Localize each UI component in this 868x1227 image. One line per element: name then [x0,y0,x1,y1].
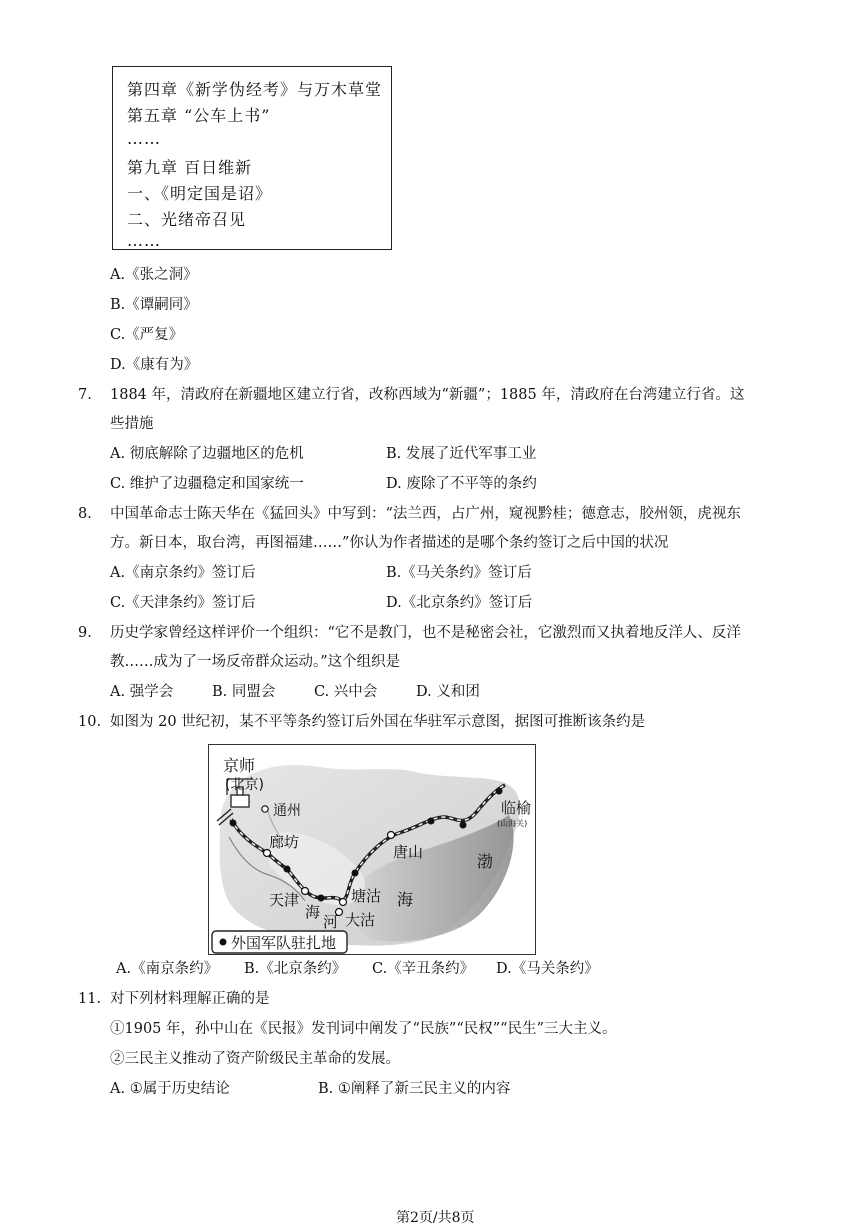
q7-option-b: B. 发展了近代军事工业 [386,446,537,462]
label-shanhaiguan: (山海关) [497,819,528,828]
q6-option-b: B.《谭嗣同》 [110,297,198,313]
station-marker [302,888,309,895]
label-bo: 渤 [477,852,494,871]
q8-stem-line1: 中国革命志士陈天华在《猛回头》中写到：“法兰西，占广州，窥视黔桂；德意志，胶州领，虎视东 [110,506,741,522]
label-linyu: 临榆 [501,799,532,817]
legend-label: 外国军队驻扎地 [231,934,337,952]
q11-material-1: ①1905 年，孙中山在《民报》发刊词中阐发了“民族”“民权”“民生”三大主义。 [110,1021,617,1037]
page-footer: 第2页/共8页 [396,1210,475,1226]
chapter-box [112,66,392,250]
legend-marker [220,939,227,946]
q6-option-d: D.《康有为》 [110,357,199,373]
q7-stem-line1: 1884 年，清政府在新疆地区建立行省，改称西域为“新疆”；1885 年，清政府在台湾建立行省。这 [110,387,745,403]
label-beijing: (北京) [225,777,264,793]
q9-option-d: D. 义和团 [416,684,480,700]
q6-option-c: C.《严复》 [110,327,184,343]
q10-option-a: A.《南京条约》 [116,961,219,977]
label-haihe-hai: 海 [305,903,321,921]
q9-option-c: C. 兴中会 [314,684,378,700]
q8-option-a: A.《南京条约》签订后 [110,565,256,581]
q10-number: 10. [78,714,102,730]
q10-stem: 如图为 20 世纪初，某不平等条约签订后外国在华驻军示意图，据图可推断该条约是 [110,714,646,730]
label-tangshan: 唐山 [393,843,424,861]
troop-map [208,744,536,955]
label-sea: 海 [397,890,414,909]
box-line-2: 第五章 “公车上书” [127,106,271,125]
box-line-3: …… [127,129,161,148]
q11-stem: 对下列材料理解正确的是 [110,991,270,1007]
q7-option-a: A. 彻底解除了边疆地区的危机 [110,446,304,462]
station-marker [388,832,395,839]
troop-marker [352,870,359,877]
box-line-5: 一、《明定国是诏》 [127,184,273,203]
troop-map-svg [209,745,536,955]
label-dagu: 大沽 [345,911,376,929]
q8-stem-line2: 方。新日本，取台湾，再图福建……”你认为作者描述的是哪个条约签订之后中国的状况 [110,535,669,551]
q10-option-d: D.《马关条约》 [496,961,599,977]
label-tongzhou: 通州 [273,803,301,819]
q9-option-a: A. 强学会 [110,684,174,700]
box-line-1: 第四章《新学伪经考》与万木草堂 [127,80,383,99]
q10-option-b: B.《北京条约》 [244,961,347,977]
q7-option-d: D. 废除了不平等的条约 [386,476,537,492]
box-line-7: …… [127,231,161,250]
troop-marker [230,820,237,827]
q10-option-c: C.《辛丑条约》 [372,961,475,977]
troop-marker [428,818,435,825]
troop-marker [496,788,503,795]
box-line-6: 二、光绪帝召见 [127,210,247,229]
q9-stem-line1: 历史学家曾经这样评价一个组织：“它不是教门，也不是秘密会社，它激烈而又执着地反洋人、反洋 [110,625,741,641]
q9-number: 9. [78,625,92,641]
q8-number: 8. [78,506,92,522]
troop-marker [318,895,325,902]
q8-option-b: B.《马关条约》签订后 [386,565,532,581]
label-langfang: 廊坊 [269,833,300,851]
label-jingshi: 京师 [223,756,256,775]
troop-marker [284,866,291,873]
q8-option-d: D.《北京条约》签订后 [386,595,533,611]
q11-option-a: A. ①属于历史结论 [110,1081,230,1097]
station-marker [340,899,347,906]
troop-marker [460,822,467,829]
q7-number: 7. [78,387,92,403]
station-marker [262,806,268,812]
q9-option-b: B. 同盟会 [212,684,276,700]
q8-option-c: C.《天津条约》签订后 [110,595,256,611]
label-tianjin: 天津 [269,891,300,909]
q7-stem-line2: 些措施 [110,416,154,432]
box-line-4: 第九章 百日维新 [127,158,253,177]
label-tanggu: 塘沽 [351,887,382,905]
q11-material-2: ②三民主义推动了资产阶级民主革命的发展。 [110,1051,400,1067]
label-haihe-he: 河 [323,913,339,931]
q11-number: 11. [78,991,102,1007]
q11-option-b: B. ①阐释了新三民主义的内容 [318,1081,511,1097]
q7-option-c: C. 维护了边疆稳定和国家统一 [110,476,304,492]
beijing-icon [231,795,249,807]
q6-option-a: A.《张之洞》 [110,267,198,283]
q9-stem-line2: 教……成为了一场反帝群众运动。”这个组织是 [110,654,401,670]
